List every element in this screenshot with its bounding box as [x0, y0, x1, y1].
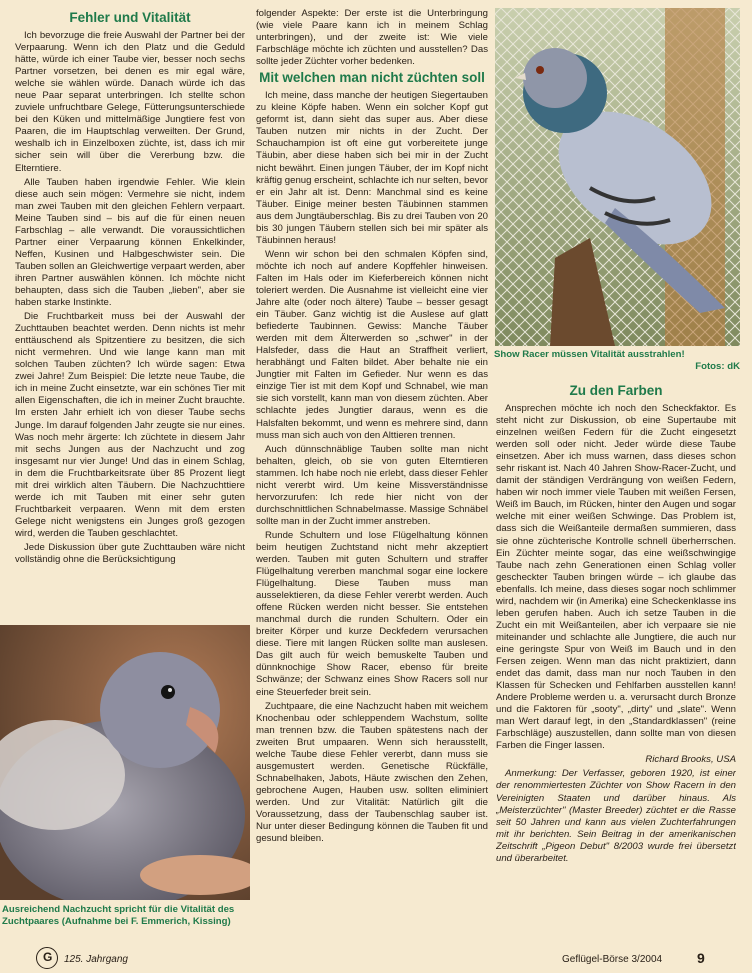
page-footer	[0, 944, 752, 973]
caption-young-pigeon: Ausreichend Nachzucht spricht für die Vitalität des Zuchtpaares (Aufnahme bei F. Emmerich, Kissing)	[2, 904, 235, 927]
paragraph: Alle Tauben haben irgendwie Fehler. Wie klein diese auch sein mögen: Vermehre sie nicht, indem man zwei Tauben mit den gleichen Fehlern verpaart. Meine Tauben sind – bis auf die für einen neuen Farbschlag – alle verwandt. Die voraussichtlichen Partner einer Verpaarung können Enkelkinder, Neffen, Kusinen und Halbgeschwister sein. Die Tauben sollen an Gleichwertige verpaart werden, aber ihren Partner auswählen können. Ich möchte nicht behaupten, dass sich die Tauben „lieben", aber sie haben starke Instinkte.	[15, 176, 245, 309]
photo-young-pigeon	[0, 625, 250, 900]
section-heading-nicht-zuechten: Mit welchen man nicht züchten soll	[259, 70, 485, 86]
section-heading-farben: Zu den Farben	[569, 383, 663, 398]
author-signature: Richard Brooks, USA	[645, 754, 736, 766]
section-heading-fehler: Fehler und Vitalität	[69, 10, 191, 25]
photo-credit: Fotos: dK	[695, 361, 740, 372]
column-3	[496, 383, 736, 938]
magazine-issue: Geflügel-Börse 3/2004	[562, 954, 663, 965]
paragraph: Ich meine, dass manche der heutigen Siegertauben zu kleine Köpfe haben. Wenn ein solcher Kopf gut geformt ist, dann sieht das super aus. Aber diese Tauben nutzen mir nichts in der Zucht. Der Schauchampion ist oft eine gut vorbereitete junge Täubin, aber diese haben sich bei mir in der Zucht nicht bewährt. Einen jungen Täuber, der im Kopf nicht kräftig genug erscheint, schlachte ich nur selten, bevor er ein Jahr alt ist. Denn: Manchmal sind es keine Täuber. Einige meiner besten Täubinnen stammen aus dem Jungtäuberschlag. Bis zu drei Tauben von 20 bis 30 jungen Täubern stellen sich bei mir später als Täubinnen heraus!	[256, 90, 488, 246]
paragraph: Ich bevorzuge die freie Auswahl der Partner bei der Verpaarung. Wenn ich den Platz und die Geduld hätte, würde ich einer Taube vier, besser noch sechs Partner vorsetzen, bei denen es mir egal wäre, welche sie wählen würde. Danach würde ich das neue Paar separat unterbringen. Ich stellte schon zuviele unfruchtbare Gelege, Fütterungsunterschiede bei den Küken und mittelmäßige Jungtiere fest von Paaren, die im Hauptschlag verweilten. Der Grund, weshalb ich in Einzelboxen züchte, ist, dass ich mir sicher sein will über die Vererbung bzw. die Elterntiere.	[15, 30, 245, 174]
paragraph: Wenn wir schon bei den schmalen Köpfen sind, möchte ich noch auf andere Kopffehler hinweisen. Falten im Hals oder im Kieferbereich können nicht toleriert werden. Die Ausnahme ist vielleicht eine vier Jahre alte (oder noch ältere) Taube – besser gesagt ein Täuber. Ganz wichtig ist die Auslese auf glatt befiederte Taubinnen. Gewiss: Manche Täuber werden mit dem Älterwerden so „schwer" in der Halsfeder, dass die Haut an Straffheit verliert, herabhängt und Falten bildet. Aber behalte nie ein Jungtier mit Falten im Gefieder. Nur wenn es das einzige Tier ist mit dem Kopf und Schnabel, wie man sie sich vorstellt, kann man von diesem züchten. Aber schlachte jedes Jungtier daraus, wenn es die Halsfalten bekommt, und wenn es mehrere sind, dann muss man sich auch von den Alttieren trennen.	[256, 248, 488, 441]
paragraph: Zuchtpaare, die eine Nachzucht haben mit weichem Knochenbau oder schleppendem Wachstum, sollte man trennen bzw. die Tauben spätestens nach der zweiten Brut umpaaren. Wenn sich herausstellt, welche Taube diese Fehler vererbt, dann muss sie ausgemustert werden. Genetische Rückfälle, Schnabelhaken, Jabots, Häute zwischen den Zehen, gebrochene Augen, Hauben usw. sollten eliminiert werden. Und zur Vitalität: Natürlich gilt die Voraussetzung, dass der Taubenschlag sauber ist. Nur unter dieser Bedingung können die Tauben fit und gesund bleiben.	[256, 700, 488, 845]
paragraph: Die Fruchtbarkeit muss bei der Auswahl der Zuchttauben beachtet werden. Denn nichts ist mehr enttäuschend als Spitzentiere zu besitzen, die sich nicht vermehren. Und wie lange kann man mit solchen Tauben züchten? Ich würde sagen: Etwa zwei Jahre! Zum Beispiel: Die letzte neue Taube, die ich in meine Zucht einsetzte, war ein schönes Tier mit allen Eigenschaften, die ich in meiner Zucht brauchte. Im ersten Jahr erhielt ich von dieser Taube sechs Junge. Im darauf folgenden Jahr zeugte sie nur eines. Was noch mehr ärgerte: Ich züchtete in diesem Jahr mit sechs Jungen aus der Nachzucht und zog insgesamt nur vier Junge! Und das in einem Schlag, in dem die Fruchtbarkeitsrate über 85 Prozent liegt mit drei wirklich alten Täubern. Die Nachzuchttiere werde ich mit Tauben mit einer sehr guten Fruchtbarkeit verpaaren. Wenn mit dem ersten Gelege nicht wenigstens ein Junges groß gezogen wird, werden die Tauben geschlachtet.	[15, 311, 245, 539]
young-pigeon-illustration	[0, 625, 250, 900]
paragraph: Ansprechen möchte ich noch den Scheckfaktor. Es steht nicht zur Diskussion, ob eine Supertaube mit einzelnen weißen Federn für die Zucht eingesetzt werden soll oder nicht. Jeder würde diese Taube einsetzen. Aber ich muss warnen, dass dieses schon sehr riskant ist. Nach 40 Jahren Show-Racer-Zucht, und damit der ständigen Verdrängung von weißen Federn, haben wir noch immer viele Tauben mit weißen Fersen, Weiß im Bauch, im Rücken, hinter den Augen und sogar welche mit einer weißen Schwinge. Das Problem ist, dass sich die Weißanteile dermaßen summieren, dass sie ohne züchterische Kontrolle schnell überherrschen. Ein Züchter meinte sogar, das eine weißschwingige Taube nach zehn Generationen einen Schlag voller gescheckter Tauben bringen würde – ich glaube das ebenfalls. Ich meine, dass dieses sogar noch schlimmer wird, nachdem wir (in Amerika) eine Scheckenklasse ins leben gerufen haben. Auch ich setze Tauben in die Zucht ein mit Weißanteilen, aber ich verpaare sie nie miteinander und schlachte alle Jungtiere, die auch nur eine geringste Spur von Weiß im Bauch und in den Fersen zeigen. Wenn man das nicht praktiziert, dann endet das damit, dass man nur noch Tauben in den Klassen für Schecken und Fehlfarben ausstellen kann! Andere Probleme werden u. a. verursacht durch Bronze und die Faktoren für „sooty", „dirty" und „slate". Wenn man Wert darauf legt, in den „Standardklassen" (reine Farbschläge) auszustellen, dann sollte man von diesen Farben die Finger lassen.	[496, 403, 736, 752]
volume-year: 125. Jahrgang	[64, 954, 128, 965]
paragraph: Runde Schultern und lose Flügelhaltung können beim heutigen Zuchtstand nicht mehr akzeptiert werden. Tauben mit guten Schultern und straffer Flügelhaltung vererben manchmal sogar eine lockere Flügelhaltung. Diese Tauben muss man ausselektieren, da diese Fehler vererbt werden. Auch offene Rücken werden nicht besser. Sie entstehen manchmal durch die runden Schultern. Oder ein breiter Körper und kurze Deckfedern verursachen diese. Tiere mit langen Rücken sollte man auslesen. Das gilt auch für weich bemuskelte Tauben und dünnknochige Show Racer, ebenso für breite Schwänze; der Schwanz eines Show Racers soll nur eine Steuerfeder breit sein.	[256, 529, 488, 698]
column-2	[256, 8, 488, 943]
magazine-logo-icon: G	[36, 947, 58, 969]
paragraph: folgender Aspekte: Der erste ist die Unterbringung (wie viele Paare kann ich in meinem Schlag unterbringen), und der zweite ist: Wie viele Farbschläge möchte ich züchten und ausstellen? Das sollte jeder Züchter vorher bedenken.	[256, 8, 488, 68]
photo-show-racer	[495, 8, 740, 346]
page-number: 9	[697, 950, 705, 966]
show-racer-illustration	[495, 8, 740, 346]
paragraph: Jede Diskussion über gute Zuchttauben wäre nicht vollständig ohne die Berücksichtigung	[15, 541, 245, 566]
author-note: Anmerkung: Der Verfasser, geboren 1920, ist einer der renommiertesten Züchter von Show Racern in den Vereinigten Staaten und darüber hinaus. Als „Meisterzüchter" (Master Breeder) züchtet er die Rasse seit 50 Jahren und kann aus vielen Zuchterfahrungen mit ihr berichten. Sein Beitrag in der amerikanischen Zeitschrift „Pigeon Debut" 8/2003 wurde frei übersetzt und überarbeitet.	[496, 768, 736, 864]
caption-show-racer-text: Show Racer müssen Vitalität ausstrahlen!	[494, 349, 685, 360]
paragraph: Auch dünnschnäblige Tauben sollte man nicht behalten, gleich, ob sie von guten Elterntieren stammen. Ich habe noch nie erlebt, dass dieser Fehler nicht vererbt wird. Um keine Missverständnisse hervorzurufen: Ich rede hier nicht von der durchschnittlichen Schnabelmasse. Massige Schnäbel sollte man in der Zucht immer anstreben.	[256, 443, 488, 527]
caption-show-racer	[494, 349, 740, 373]
column-1	[15, 10, 245, 622]
